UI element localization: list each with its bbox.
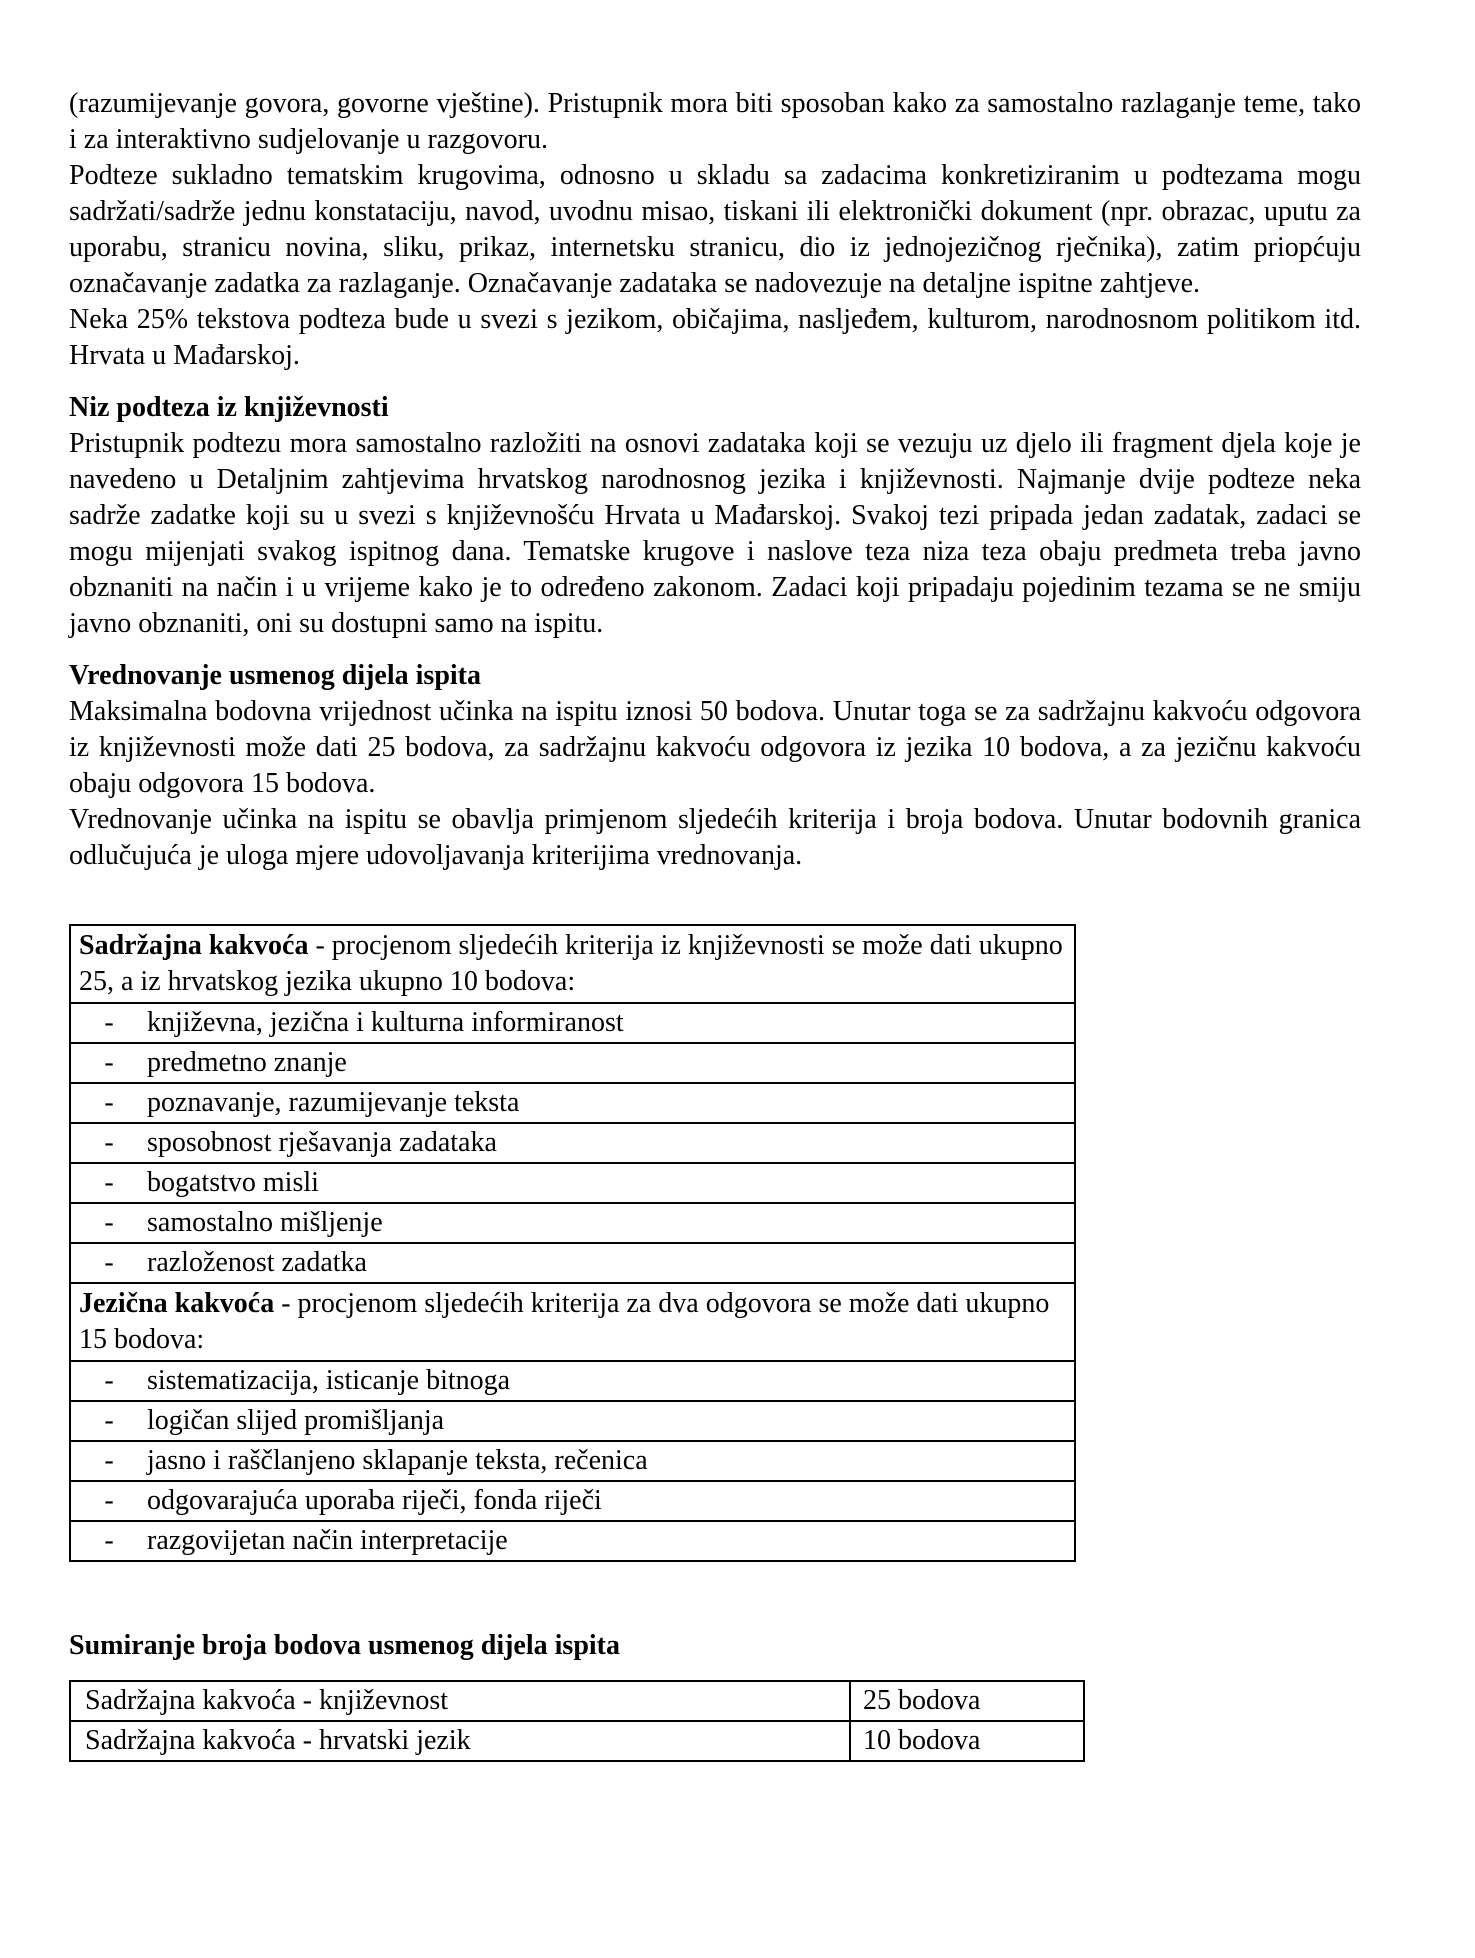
summary-label: Sadržajna kakvoća - hrvatski jezik (70, 1721, 850, 1761)
list-dash: - (104, 1167, 114, 1198)
table-row (70, 1481, 1075, 1521)
table-row (70, 1401, 1075, 1441)
criteria-item: logičan slijed promišljanja (147, 1405, 445, 1436)
evaluation-paragraph-1: Maksimalna bodovna vrijednost učinka na ispitu iznosi 50 bodova. Unutar toga se za sadržajnu kakvoću odgovora iz književnosti može dati 25 bodova, za sadržajnu kakvoću odgovora iz jezika 10 bodova, a za jezičnu kakvoću obaju odgovora 15 bodova. (69, 696, 1361, 799)
list-dash: - (104, 1007, 114, 1038)
literature-paragraph: Pristupnik podtezu mora samostalno razložiti na osnovi zadataka koji se vezuju uz djelo ili fragment djela koje je navedeno u Detaljnim zahtjevima hrvatskog narodnosnog jezika i književnosti. Najmanje dvije podteze neka sadrže zadatke koji su u svezi s književnošću Hrvata u Mađarskoj. Svakoj tezi pripada jedan zadatak, zadaci se mogu mijenjati svakog ispitnog dana. Tematske krugove i naslove teza niza teza obaju predmeta treba javno obznaniti na način i u vrijeme kako je to određeno zakonom. Zadaci koji pripadaju pojedinim tezama se ne smiju javno obznaniti, oni su dostupni samo na ispitu. (69, 428, 1361, 639)
list-dash: - (104, 1405, 114, 1436)
list-dash: - (104, 1207, 114, 1238)
summary-points: 10 bodova (850, 1721, 1084, 1761)
list-dash: - (104, 1127, 114, 1158)
criteria-item: odgovarajuća uporaba riječi, fonda riječi (147, 1485, 602, 1516)
content-quality-header (70, 925, 1075, 1003)
summary-heading: Sumiranje broja bodova usmenog dijela ispita (69, 1630, 620, 1661)
criteria-item: samostalno mišljenje (147, 1207, 383, 1238)
summary-label: Sadržajna kakvoća - književnost (70, 1681, 850, 1721)
list-dash: - (104, 1525, 114, 1556)
criteria-item: jasno i raščlanjeno sklapanje teksta, rečenica (147, 1445, 648, 1476)
literature-heading: Niz podteza iz književnosti (69, 392, 389, 423)
table-row (70, 1681, 1084, 1721)
list-dash: - (104, 1445, 114, 1476)
content-quality-desc: - procjenom sljedećih kriterija iz književnosti se može dati ukupno 25, a iz hrvatskog jezika ukupno 10 bodova: (79, 930, 1063, 997)
list-dash: - (104, 1485, 114, 1516)
criteria-item: poznavanje, razumijevanje teksta (147, 1087, 520, 1118)
list-dash: - (104, 1247, 114, 1278)
content-quality-title: Sadržajna kakvoća (79, 930, 309, 961)
list-dash: - (104, 1365, 114, 1396)
criteria-item: bogatstvo misli (147, 1167, 319, 1198)
criteria-item: sposobnost rješavanja zadataka (147, 1127, 497, 1158)
intro-paragraph-2: Podteze sukladno tematskim krugovima, odnosno u skladu sa zadacima konkretiziranim u podtezama mogu sadržati/sadrže jednu konstataciju, navod, uvodnu misao, tiskani ili elektronički dokument (npr. obrazac, uputu za uporabu, stranicu novina, sliku, prikaz, internetsku stranicu, dio iz jednojezičnog rječnika), zatim priopćuju označavanje zadatka za razlaganje. Označavanje zadataka se nadovezuje na detaljne ispitne zahtjeve. (69, 160, 1361, 299)
criteria-item: sistematizacija, isticanje bitnoga (147, 1365, 511, 1396)
language-quality-header (70, 1283, 1075, 1361)
criteria-item: razgovijetan način interpretacije (147, 1525, 508, 1556)
evaluation-paragraph-2: Vrednovanje učinka na ispitu se obavlja primjenom sljedećih kriterija i broja bodova. Unutar bodovnih granica odlučujuća je uloga mjere udovoljavanja kriterijima vrednovanja. (69, 804, 1361, 871)
criteria-item: predmetno znanje (147, 1047, 347, 1078)
criteria-item: književna, jezična i kulturna informiranost (147, 1007, 624, 1038)
evaluation-heading: Vrednovanje usmenog dijela ispita (69, 660, 481, 691)
table-row (70, 1043, 1075, 1083)
table-row (70, 1083, 1075, 1123)
table-row (70, 1721, 1084, 1761)
table-row (70, 1441, 1075, 1481)
table-row (70, 1123, 1075, 1163)
summary-table (69, 1680, 1085, 1762)
table-row (70, 1361, 1075, 1401)
table-row (70, 1243, 1075, 1283)
content-quality-header-row (70, 925, 1075, 1003)
criteria-table (69, 924, 1076, 1562)
table-row (70, 1163, 1075, 1203)
table-row (70, 1003, 1075, 1043)
intro-paragraph-1: (razumijevanje govora, govorne vještine). Pristupnik mora biti sposoban kako za samostalno razlaganje teme, tako i za interaktivno sudjelovanje u razgovoru. (69, 88, 1361, 155)
table-row (70, 1521, 1075, 1561)
language-quality-desc: - procjenom sljedećih kriterija za dva odgovora se može dati ukupno 15 bodova: (79, 1288, 1050, 1355)
table-row (70, 1203, 1075, 1243)
language-quality-header-row (70, 1283, 1075, 1361)
language-quality-title: Jezična kakvoća (79, 1288, 275, 1319)
list-dash: - (104, 1087, 114, 1118)
list-dash: - (104, 1047, 114, 1078)
summary-points: 25 bodova (850, 1681, 1084, 1721)
criteria-item: razloženost zadatka (147, 1247, 367, 1278)
intro-paragraph-3: Neka 25% tekstova podteza bude u svezi s jezikom, običajima, nasljeđem, kulturom, narodnosnom politikom itd. Hrvata u Mađarskoj. (69, 304, 1361, 371)
